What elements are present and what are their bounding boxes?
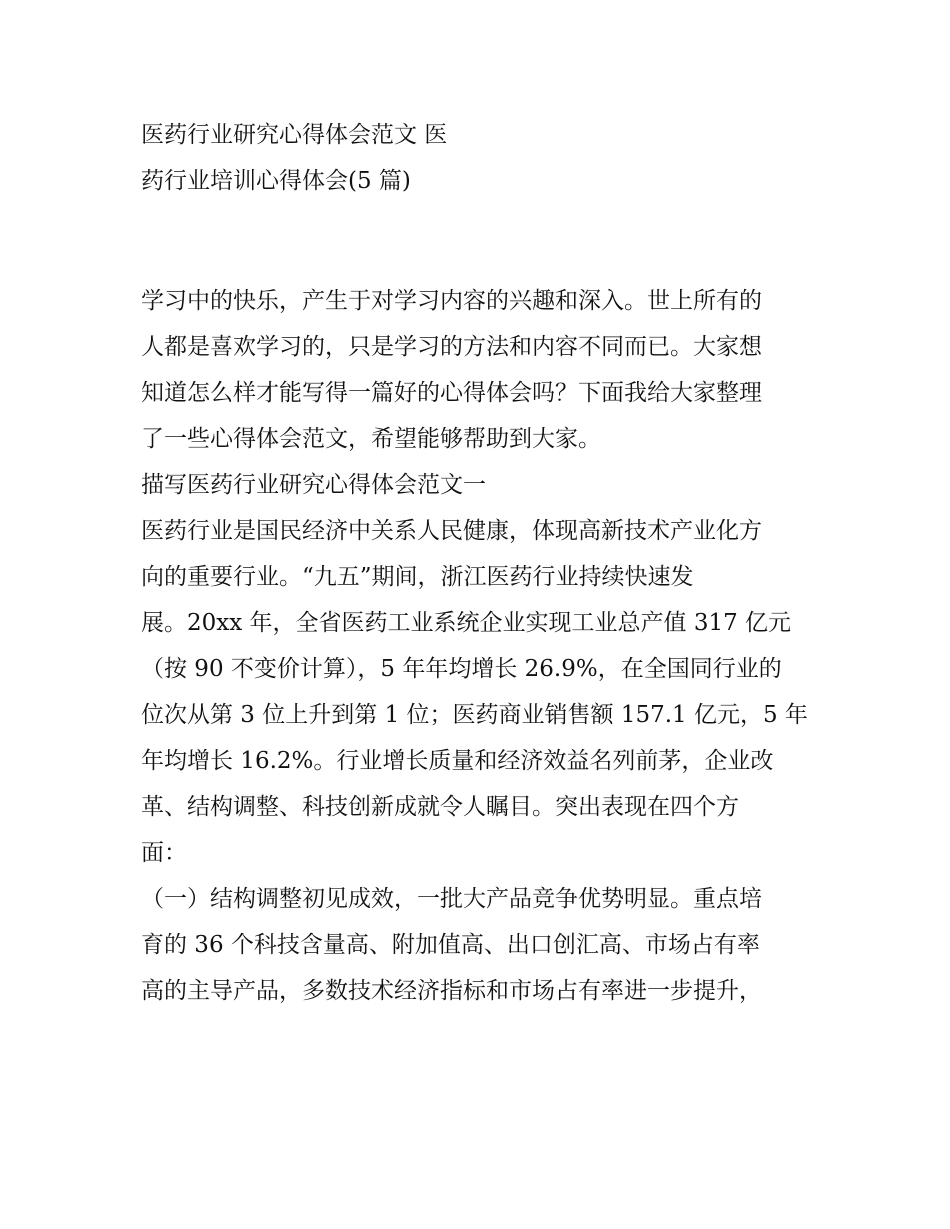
body-paragraph-line: 革、结构调整、科技创新成就令人瞩目。突出表现在四个方 [141,794,739,820]
document-title [141,112,821,204]
title-line: 医药行业研究心得体会范文 医 [141,122,448,148]
document-body [141,278,821,1014]
body-paragraph-line: 育的 36 个科技含量高、附加值高、出口创汇高、市场占有率 [141,932,760,958]
section-heading: 描写医药行业研究心得体会范文一 [141,472,486,498]
intro-paragraph-line: 了一些心得体会范文，希望能够帮助到大家。 [141,426,601,452]
body-paragraph-line: 展。20xx 年，全省医药工业系统企业实现工业总产值 317 亿元 [141,610,792,636]
body-paragraph-line: 面： [141,840,187,866]
body-paragraph-line: （按 90 不变价计算），5 年年均增长 26.9%，在全国同行业的 [141,656,782,682]
body-paragraph-line: 向的重要行业。“九五”期间，浙江医药行业持续快速发 [141,564,694,590]
title-line: 药行业培训心得体会(5 篇) [141,168,411,194]
body-paragraph-line: （一）结构调整初见成效，一批大产品竞争优势明显。重点培 [141,886,762,912]
intro-paragraph-line: 知道怎么样才能写得一篇好的心得体会吗？下面我给大家整理 [141,380,762,406]
body-paragraph-line: 年均增长 16.2%。行业增长质量和经济效益名列前茅，企业改 [141,748,774,774]
body-paragraph-line: 医药行业是国民经济中关系人民健康，体现高新技术产业化方 [141,518,762,544]
intro-paragraph-line: 人都是喜欢学习的，只是学习的方法和内容不同而已。大家想 [141,334,762,360]
body-paragraph-line: 位次从第 3 位上升到第 1 位；医药商业销售额 157.1 亿元，5 年 [141,702,808,728]
intro-paragraph-line: 学习中的快乐，产生于对学习内容的兴趣和深入。世上所有的 [141,288,762,314]
body-paragraph-line: 高的主导产品，多数技术经济指标和市场占有率进一步提升， [141,978,762,1004]
